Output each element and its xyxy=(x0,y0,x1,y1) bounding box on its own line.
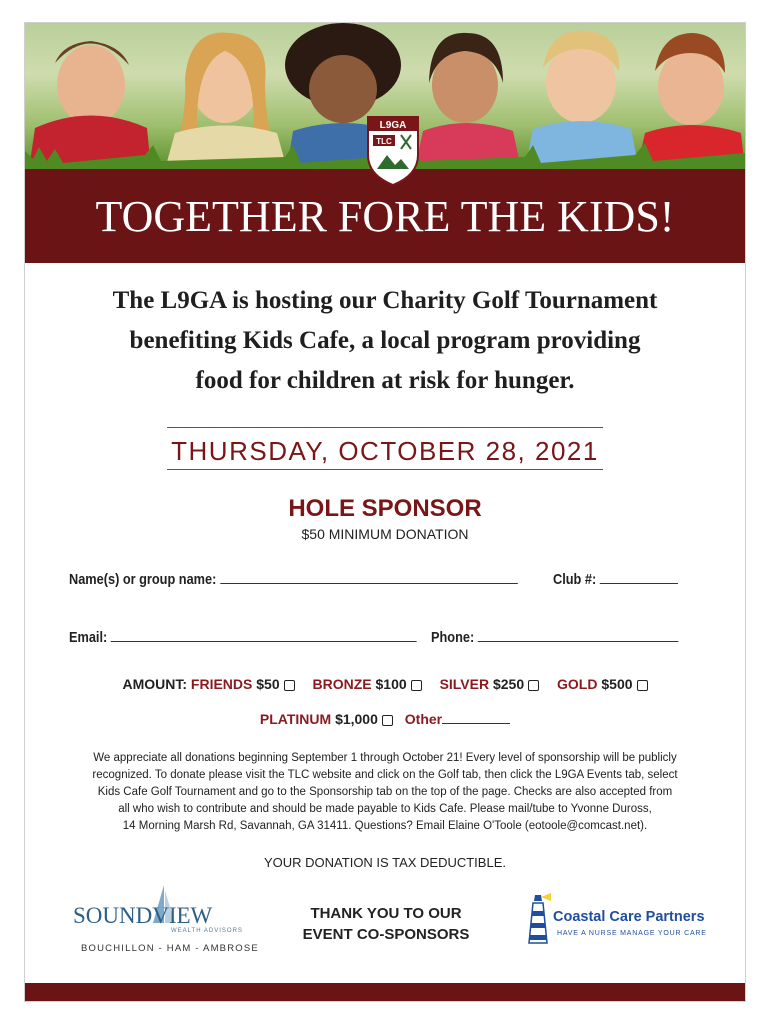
details-line: We appreciate all donations beginning September 1 through October 21! Every level of sponsorship will be publicly xyxy=(93,752,677,764)
checkbox-platinum[interactable] xyxy=(382,715,393,726)
club-blank[interactable] xyxy=(600,569,678,584)
intro-line: The L9GA is hosting our Charity Golf Tournament xyxy=(112,287,658,314)
details-line: Kids Cafe Golf Tournament and go to the Sponsorship tab on the top of the page. Checks are also accepted from xyxy=(97,786,673,798)
club-label: Club #: xyxy=(553,571,597,588)
level-name-bronze: BRONZE xyxy=(312,676,372,692)
sponsor-minimum: $50 MINIMUM DONATION xyxy=(301,526,469,542)
level-price-bronze: $100 xyxy=(375,676,407,692)
email-blank[interactable] xyxy=(111,627,417,642)
details-line: all who wish to contribute and should be made payable to Kids Cafe. Please mail/tube to Yvonne Duross, xyxy=(118,803,652,815)
level-price-silver: $250 xyxy=(492,676,525,692)
logo-top-text: L9GA xyxy=(379,120,407,131)
checkbox-friends[interactable] xyxy=(284,680,295,691)
name-label: Name(s) or group name: xyxy=(69,571,217,588)
phone-field-row xyxy=(431,627,678,646)
phone-blank[interactable] xyxy=(478,627,679,642)
lighthouse-icon xyxy=(525,893,551,945)
intro-text xyxy=(55,281,715,401)
checkbox-gold[interactable] xyxy=(637,680,648,691)
level-price-gold: $500 xyxy=(601,676,633,692)
coastal-name: Coastal Care Partners xyxy=(553,909,705,925)
soundview-partners: BOUCHILLON - HAM - AMBROSE xyxy=(81,943,259,954)
footer-bar xyxy=(25,983,745,1002)
name-field-row xyxy=(69,569,517,588)
amount-label: AMOUNT: xyxy=(122,676,188,692)
intro-line: benefiting Kids Cafe, a local program providing xyxy=(129,327,641,354)
amount-row-1 xyxy=(25,676,745,692)
divider-top xyxy=(167,427,603,428)
flyer-page xyxy=(24,22,746,1002)
banner-title: TOGETHER FORE THE KIDS! xyxy=(95,192,675,241)
event-date: THURSDAY, OCTOBER 28, 2021 xyxy=(171,436,599,466)
intro-line: food for children at risk for hunger. xyxy=(195,367,575,394)
club-field-row xyxy=(553,569,678,588)
details-line: 14 Morning Marsh Rd, Savannah, GA 31411. Questions? Email Elaine O'Toole (eotoole@comcast.net). xyxy=(122,820,648,832)
soundview-name: SOUNDVIEW xyxy=(73,903,213,928)
tax-deductible-note: YOUR DONATION IS TAX DEDUCTIBLE. xyxy=(264,855,506,870)
phone-label: Phone: xyxy=(431,629,475,646)
divider-bottom xyxy=(167,469,603,470)
sponsor-title: HOLE SPONSOR xyxy=(288,495,482,522)
checkbox-bronze[interactable] xyxy=(411,680,422,691)
soundview-logo xyxy=(73,885,259,961)
name-blank[interactable] xyxy=(220,569,518,584)
coastal-tagline: HAVE A NURSE MANAGE YOUR CARE xyxy=(557,930,707,937)
email-field-row xyxy=(69,627,417,646)
coastal-care-logo xyxy=(523,889,713,949)
thanks-line-1: THANK YOU TO OUR xyxy=(310,905,462,922)
email-label: Email: xyxy=(69,629,108,646)
level-name-silver: SILVER xyxy=(439,676,490,692)
logo-left-text: TLC xyxy=(376,137,392,146)
checkbox-silver[interactable] xyxy=(528,680,539,691)
level-name-platinum: PLATINUM xyxy=(259,711,332,727)
details-paragraph xyxy=(65,750,705,835)
level-name-friends: FRIENDS xyxy=(190,676,253,692)
thank-you-text xyxy=(273,903,499,945)
details-line: recognized. To donate please visit the TLC website and click on the Golf tab, then click the L9GA Events tab, select xyxy=(92,769,678,781)
level-name-gold: GOLD xyxy=(557,676,598,692)
level-price-friends: $50 xyxy=(256,676,280,692)
l9ga-tlc-crest-logo xyxy=(365,115,421,187)
thanks-line-2: EVENT CO-SPONSORS xyxy=(302,926,470,943)
amount-row-2 xyxy=(25,711,745,727)
other-label: Other xyxy=(404,711,443,727)
level-price-platinum: $1,000 xyxy=(335,711,378,727)
soundview-tagline: WEALTH ADVISORS xyxy=(171,928,243,934)
other-blank[interactable] xyxy=(442,711,510,724)
